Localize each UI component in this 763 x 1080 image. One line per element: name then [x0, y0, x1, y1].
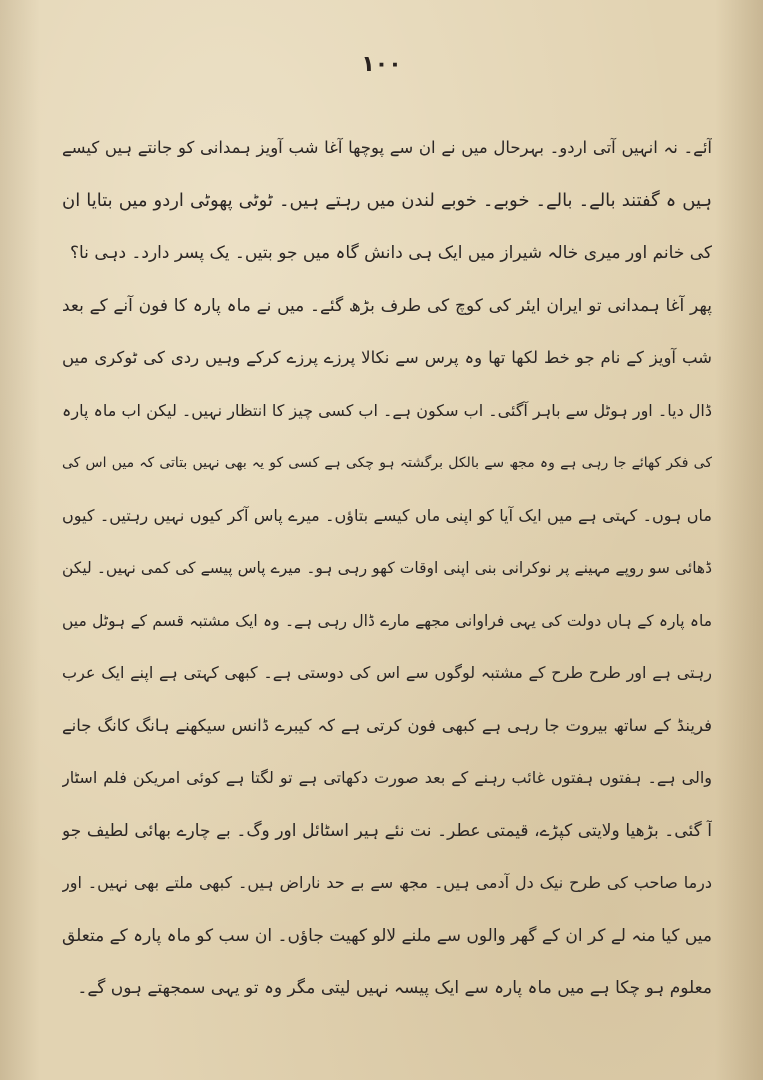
text-line: ماں ہوں۔ کہتی ہے میں ایک آیا کو اپنی ماں کیسے بتاؤں۔ میرے پاس آکر کیوں نہیں رہتیں۔ کیوں — [62, 505, 712, 525]
text-line: ہیں ہ گفتند بالے۔ بالے۔ خوبے۔ خوبے لندن میں رہتے ہیں۔ ٹوٹی پھوٹی اردو میں بتایا ان — [62, 189, 712, 211]
page-number: ۱۰۰ — [361, 52, 402, 77]
text-line: ماہ پارہ کے ہاں دولت کی یہی فراوانی مجھے مارے ڈال رہی ہے۔ وہ ایک مشتبہ قسم کے ہوٹل میں — [62, 611, 712, 630]
text-line: فرینڈ کے ساتھ بیروت جا رہی ہے کبھی فون کرتی ہے کہ کیبرے ڈانس سیکھنے ہانگ کانگ جانے — [62, 715, 712, 735]
text-line: کی فکر کھائے جا رہی ہے وہ مجھ سے بالکل برگشتہ ہو چکی ہے کسی کو یہ بھی نہیں بتاتی کہ میں اس کی — [62, 455, 712, 471]
text-line: درما صاحب کی طرح نیک دل آدمی ہیں۔ مجھ سے بے حد ناراض ہیں۔ کبھی ملتے بھی نہیں۔ اور — [62, 873, 712, 892]
text-line: آئے۔ نہ انہیں آتی اردو۔ بہرحال میں نے ان سے پوچھا آغا شب آویز ہمدانی کو جانتے ہیں کیسے — [62, 138, 712, 157]
text-line: آ گئی۔ بڑھیا ولایتی کپڑے، قیمتی عطر۔ نت نئے ہیر اسٹائل اور وگ۔ بے چارے بھائی لطیف جو — [62, 820, 712, 841]
text-line: پھر آغا ہمدانی تو ایران ایئر کی کوچ کی طرف بڑھ گئے۔ میں نے ماہ پارہ کا فون آنے کے بعد — [62, 295, 712, 316]
text-line: کی خانم اور میری خالہ شیراز میں ایک ہی دانش گاہ میں جو بتیں۔ یک پسر دارد۔ دہی نا؟ — [69, 243, 712, 263]
text-line: ڈال دیا۔ اور ہوٹل سے باہر آگئی۔ اب سکون ہے۔ اب کسی چیز کا انتظار نہیں۔ لیکن اب ماہ پارہ — [62, 400, 712, 420]
text-line: والی ہے۔ ہفتوں ہفتوں غائب رہنے کے بعد صورت دکھاتی ہے تو لگتا ہے کوئی امریکن فلم اسٹار — [62, 768, 712, 787]
text-line: معلوم ہو چکا ہے میں ماہ پارہ سے ایک پیسہ نہیں لیتی مگر وہ تو یہی سمجھتے ہوں گے۔ — [77, 978, 712, 998]
text-line: ڈھائی سو روپے مہینے پر نوکرانی بنی اپنی اوقات کھو رہی ہو۔ میرے پاس پیسے کی کمی نہیں۔ لیکن — [62, 559, 712, 577]
text-line: شب آویز کے نام جو خط لکھا تھا وہ پرس سے نکالا پرزے پرزے کرکے وہیں ردی کی ٹوکری میں — [62, 348, 712, 367]
text-line: رہتی ہے اور طرح طرح کے مشتبہ لوگوں سے اس کی دوستی ہے۔ کبھی کہتی ہے اپنے ایک عرب — [62, 663, 712, 682]
text-line: میں کیا منہ لے کر ان کے گھر والوں سے ملنے لالو کھیت جاؤں۔ ان سب کو ماہ پارہ کے متعلق — [62, 925, 712, 946]
body-text — [62, 122, 712, 1015]
